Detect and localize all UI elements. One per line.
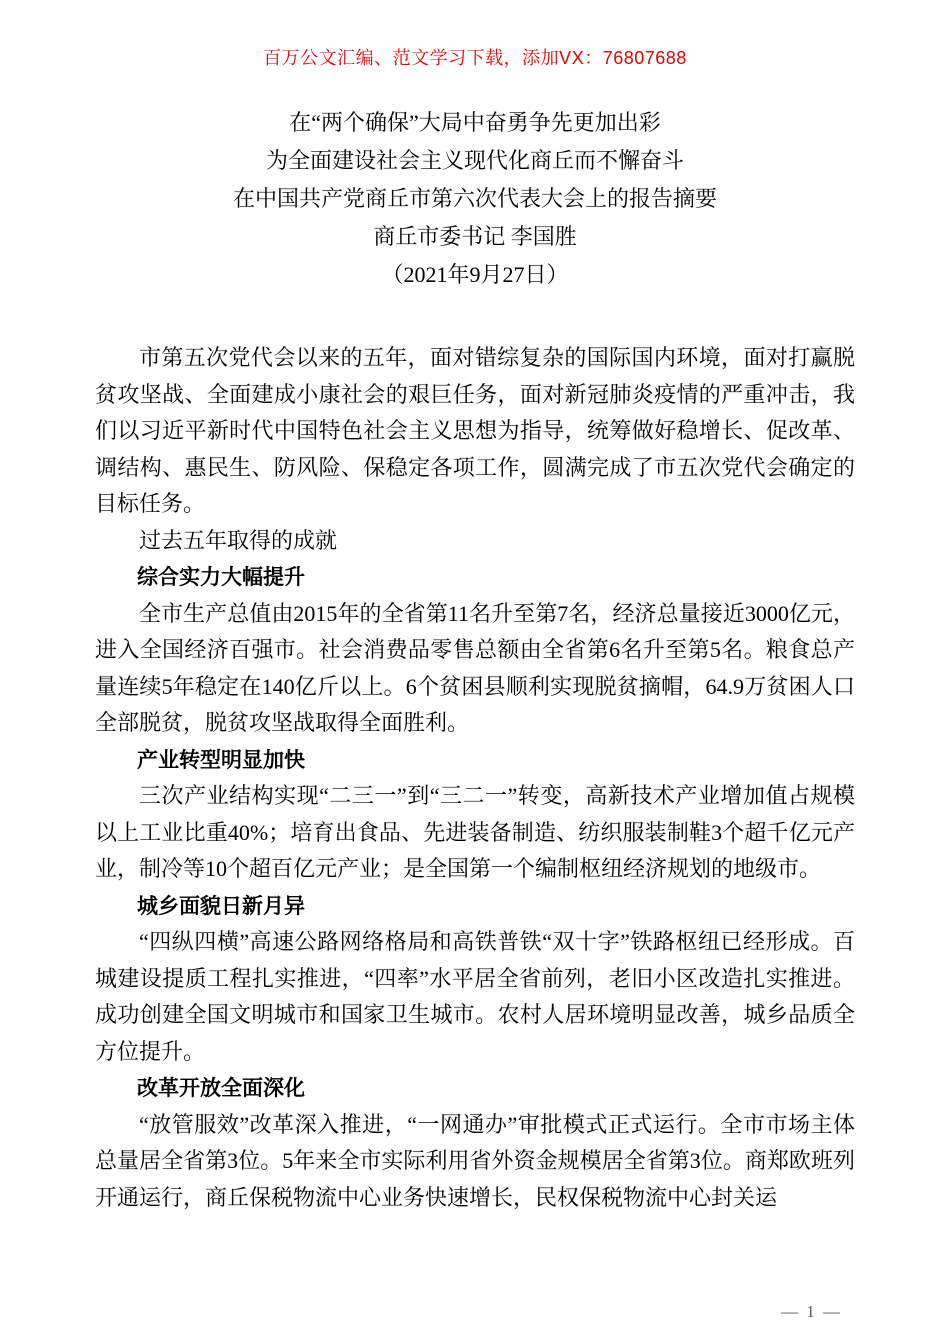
title-line: 在中国共产党商丘市第六次代表大会上的报告摘要 [232, 186, 717, 211]
title-line: 商丘市委书记 李国胜 [373, 224, 577, 249]
document-body [95, 340, 855, 1216]
watermark-notice: 百万公文汇编、范文学习下载，添加VX：76807688 [263, 48, 687, 68]
paragraph: “放管服效”改革深入推进，“一网通办”审批模式正式运行。全市市场主体总量居全省第3位。5年来全市实际利用省外资金规模居全省第3位。商郑欧班列开通运行，商丘保税物流中心业务快速增长，民权保税物流中心封关运 [95, 1111, 855, 1210]
page-number: — 1 — [781, 1302, 842, 1321]
title-line: （2021年9月27日） [381, 262, 569, 287]
title-line: 为全面建设社会主义现代化商丘而不懈奋斗 [265, 148, 684, 173]
paragraph: “四纵四横”高速公路网络格局和高铁普铁“双十字”铁路枢纽已经形成。百城建设提质工程扎实推进，“四率”水平居全省前列，老旧小区改造扎实推进。成功创建全国文明城市和国家卫生城市。农村人居环境明显改善，城乡品质全方位提升。 [95, 929, 855, 1064]
title-line: 在“两个确保”大局中奋勇争先更加出彩 [289, 110, 661, 135]
paragraph: 市第五次党代会以来的五年，面对错综复杂的国际国内环境，面对打赢脱贫攻坚战、全面建成小康社会的艰巨任务，面对新冠肺炎疫情的严重冲击，我们以习近平新时代中国特色社会主义思想为指导，统筹做好稳增长、促改革、调结构、惠民生、防风险、保稳定各项工作，圆满完成了市五次党代会确定的目标任务。 [95, 345, 855, 516]
section-heading: 城乡面貌日新月异 [137, 893, 305, 918]
paragraph: 过去五年取得的成就 [139, 527, 338, 553]
section-heading: 产业转型明显加快 [137, 747, 305, 772]
paragraph: 全市生产总值由2015年的全省第11名升至第7名，经济总量接近3000亿元，进入全国经济百强市。社会消费品零售总额由全省第6名升至第5名。粮食总产量连续5年稳定在140亿斤以上。6个贫困县顺利实现脱贫摘帽，64.9万贫困人口全部脱贫，脱贫攻坚战取得全面胜利。 [95, 600, 855, 735]
section-heading: 改革开放全面深化 [137, 1076, 305, 1100]
title-block [95, 104, 855, 294]
section-heading: 综合实力大幅提升 [137, 565, 305, 589]
paragraph: 三次产业结构实现“二三一”到“三二一”转变，高新技术产业增加值占规模以上工业比重40%；培育出食品、先进装备制造、纺织服装制鞋3个超千亿元产业，制冷等10个超百亿元产业；是全国第一个编制枢纽经济规划的地级市。 [95, 783, 855, 881]
